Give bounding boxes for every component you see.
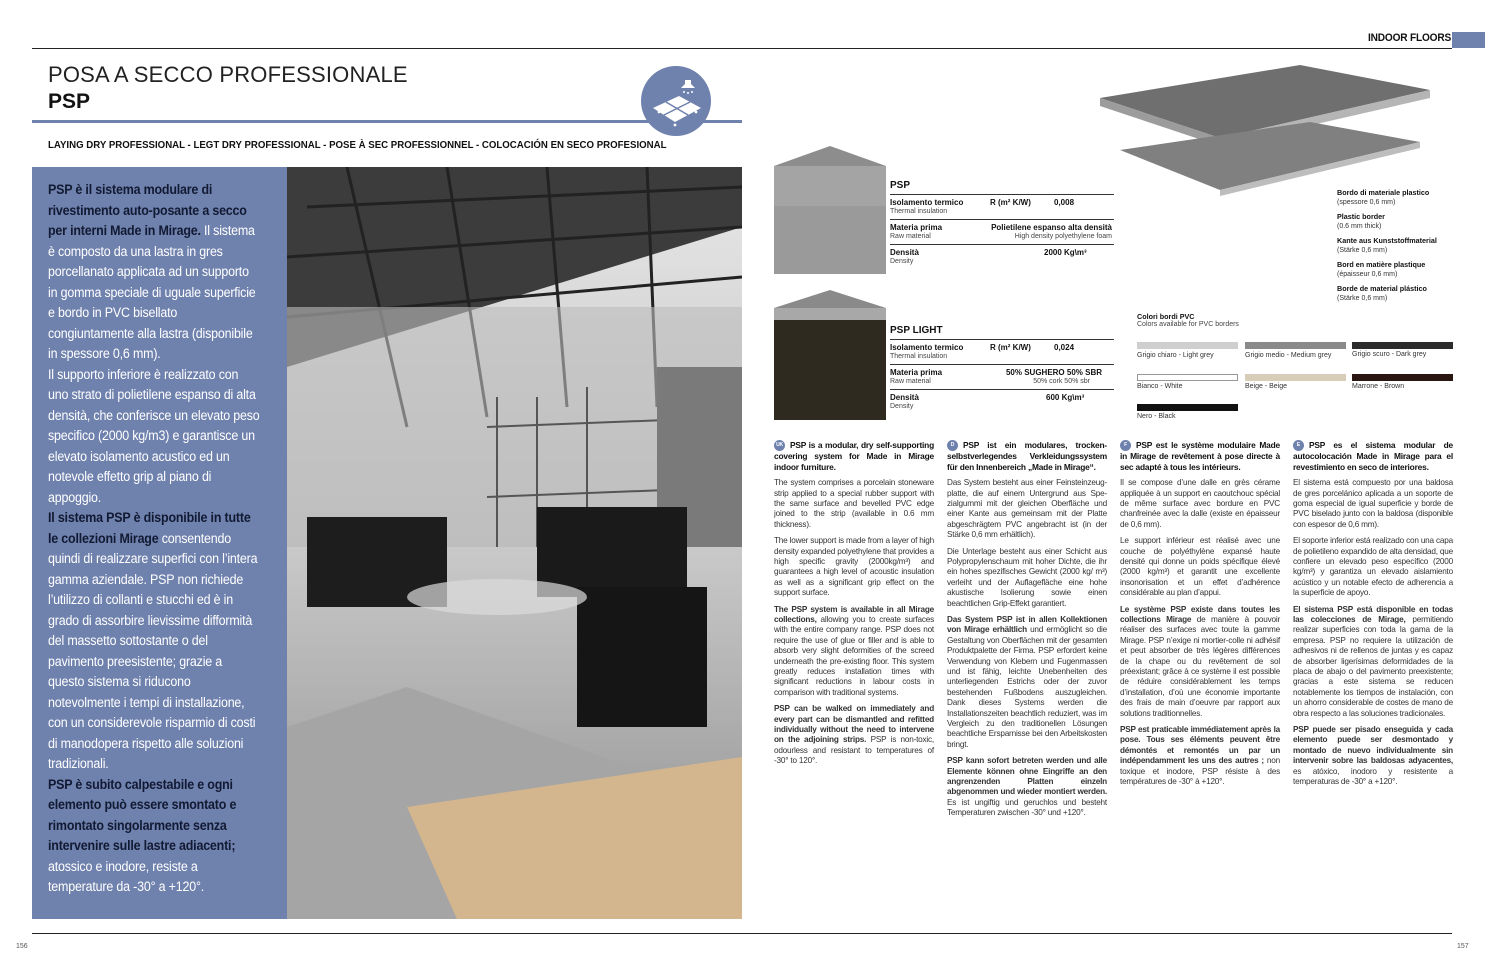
- page-number-left: 156: [16, 943, 28, 950]
- swatch-white: [1137, 374, 1238, 381]
- psp-thermal-unit: R (m² K/W): [990, 198, 1031, 207]
- psp-density-value: 2000 Kg\m³: [1044, 248, 1087, 257]
- intro-paragraph-4: atossico e inodore, resiste a temperature da -30° a +120°.: [48, 858, 205, 894]
- column-fr: F PSP est le système modulaire Made in Mirage de revêtement à pose directe à sec adapté à tous les intérieurs. Il se compose d’une dalle en grès cérame appliquée à un support en caoutchouc spécial de même surface avec bordure en PVC chanfreinée avec la dalle (existe en épaisseur de 0,6 mm). Le support inférieur est réalisé avec une couche de polyéthylène expansé haute densité qui donne un poids spécifique élevé (2000 kg/m³) et garantit une excellente insonorisation et un effet d’adhérence considérable au plan d’appui. Le système PSP existe dans toutes les collections Mirage de manière à pouvoir réaliser des surfaces avec toute la gamme Mirage. PSP n’exige ni mortier-colle ni adhésif et peut absorber de très légères différences de la chape ou du revêtement de sol préexistant; grâce à ce système il est possible de réduire considérablement les temps d’installation, d’où une économie importante des frais de main d’oeuvre par rapport aux solutions traditionnelles. PSP est praticable immédiatement après la pose. Tous ses éléments peuvent être démontés et remontés un par un indépendamment les uns des autres ; non toxique et inodore, PSP résiste à des températures de -30° à +120°.: [1120, 440, 1280, 787]
- border-label-it: Bordo di materiale plastico (spessore 0,6 mm): [1337, 188, 1430, 206]
- psp-light-density-label: Densità: [890, 393, 919, 402]
- swatch-medium-grey-label: Grigio medio - Medium grey: [1245, 352, 1332, 359]
- page-subtitle: LAYING DRY PROFESSIONAL - LEGT DRY PROFESSIONAL - POSE À SEC PROFESSIONNEL - COLOCACIÓN EN SECO PROFESIONAL: [48, 139, 667, 151]
- border-label-fr: Bord en matière plastique (épaisseur 0,6 mm): [1337, 260, 1426, 278]
- column-uk: UK PSP is a modular, dry self-supporting covering system for Made in Mirage indoor furniture. The system comprises a porcelain stoneware strip applied to a special rubber support with the same surface and bevelled PVC edge joined to the strip (available in 0.6 mm thickness). The lower support is made from a layer of high density expanded polyethylene that provides a high specific gravity (2000kg/m³) and guarantees a high level of acoustic insulation as well as a significant grip effect on the support surface. The PSP system is available in all Mirage collections, allowing you to create surfaces with the entire company range. PSP does not require the use of glue or filler and is able to absorb very slight deformities of the screed underneath the pre-existing floor. This system greatly reduces installation times with significant reductions in labour costs in comparison with traditional systems. PSP can be walked on immediately and every part can be dismantled and refitted individually without the need to intervene on the adjoining strips. PSP is non-toxic, odourless and resistant to temperatures of -30° to 120°.: [774, 440, 935, 766]
- psp-thermal-value: 0,008: [1054, 198, 1075, 207]
- psp-density-label: Densità: [890, 248, 919, 257]
- uk-flag-icon: UK: [774, 440, 785, 451]
- intro-collections-lead: Il sistema PSP è disponibile in tutte le collezioni Mirage: [48, 510, 251, 546]
- page-title-product: PSP: [48, 90, 91, 113]
- swatch-white-label: Bianco - White: [1137, 383, 1183, 390]
- page-title: POSA A SECCO PROFESSIONALE: [48, 62, 408, 87]
- swatch-dark-grey-label: Grigio scuro - Dark grey: [1352, 351, 1427, 358]
- swatch-brown: [1352, 374, 1453, 381]
- psp-name: PSP: [890, 180, 911, 191]
- psp-light-material-label: Materia prima: [890, 368, 943, 377]
- swatch-beige-label: Beige - Beige: [1245, 383, 1288, 390]
- psp-density-sub: Density: [890, 258, 914, 265]
- swatch-beige: [1245, 374, 1346, 381]
- intro-paragraph-2: Il supporto inferiore è realizzato con uno strato di polietilene espanso di alta densità, che conferisce un elevato peso specifico (2000 kg/m3) e garantisce un elevato isolamento acustico ed un notevole effetto grip al piano di appoggio.: [48, 366, 260, 505]
- psp-row-density: [890, 244, 1114, 268]
- psp-material-sub: Raw material: [890, 233, 931, 240]
- title-rule: [32, 120, 742, 123]
- psp-light-thermal-sub: Thermal insulation: [890, 353, 948, 360]
- border-label-es: Borde de material plástico (Stärke 0,6 mm): [1337, 284, 1427, 302]
- border-label-de: Kante aus Kunststoffmaterial (Stärke 0,6 mm): [1337, 236, 1437, 254]
- swatch-black: [1137, 404, 1238, 411]
- swatch-brown-label: Marrone - Brown: [1352, 383, 1405, 390]
- psp-material-value: Polietilene espanso alta densità: [991, 223, 1112, 232]
- swatch-dark-grey: [1352, 342, 1453, 349]
- psp-light-name: PSP LIGHT: [890, 325, 943, 336]
- column-de: D PSP ist ein modulares, trocken-selbstverlegendes Verkleidungssystem für den Innenbereich „Made in Mirage“. Das System besteht aus einer Feinsteinzeug-platte, die auf einem Untergrund aus Spe-zialgummi mit der gleichen Oberfläche und einer Kante aus gemeinsam mit der Platte abgeschrägtem PVC angebracht ist (in der Stärke 0,6 mm erhältlich). Die Unterlage besteht aus einer Schicht aus Polypropylenschaum mit hoher Dichte, die ihr ein hohes spezifisches Gewicht (2000 kg/ m³) verleiht und der Auflagefläche eine hohe akustische Isolierung sowie einen beachtlichen Grip-Effekt garantiert. Das System PSP ist in allen Kollektionen von Mirage erhältlich und ermöglicht so die Gestaltung von Oberflächen mit der gesamten Produktpalette der Firma. PSP erfordert keine Verwendung von Klebern und Fugenmassen und ist fähig, leichte Unebenheiten des unterliegenden Estrichs oder der zuvor bestehenden Fußbodens auszugleichen. Dank dieses Systems werden die Installationszeiten beachtlich reduziert, was im Vergleich zu den traditionellen Lösungen beachtliche Ersparnisse bei den Arbeitskosten bringt. PSP kann sofort betreten werden und alle Elemente können ohne Eingriffe an den angrenzenden Platten einzeln abgenommen und wieder montiert werden. Es ist ungiftig und geruchlos und besteht Temperaturen zwischen -30° und +120°.: [947, 440, 1108, 818]
- intro-paragraph-3: consentendo quindi di realizzare superfici con l’intera gamma aziendale. PSP non richiede l’utilizzo di collanti e stucchi ed è in grado di assorbire lievissime difformità del massetto sottostante o del pavimento preesistente; grazie a questo sistema si riducono notevolmente i tempi di installazione, con un considerevole risparmio di costi di manodopera rispetto alle soluzioni tradizionali.: [48, 530, 258, 771]
- colors-subtitle: Colors available for PVC borders: [1137, 321, 1239, 328]
- psp-light-thermal-value: 0,024: [1054, 343, 1075, 352]
- psp-light-density-sub: Density: [890, 403, 914, 410]
- psp-light-material-sub: Raw material: [890, 378, 931, 385]
- intro-paragraph-1: Il sistema è composto da una lastra in gres porcellanato applicata ad un supporto in gomma speciale di uguale superficie e bordo in PVC bisellato congiuntamente alla lastra (disponibile in spessore 0,6 mm).: [48, 223, 256, 361]
- es-flag-icon: E: [1293, 440, 1304, 451]
- psp-material-value-sub: High density polyethylene foam: [1014, 233, 1112, 240]
- fr-flag-icon: F: [1120, 440, 1131, 451]
- psp-light-row-material: [890, 364, 1114, 388]
- psp-thermal-label: Isolamento termico: [890, 198, 964, 207]
- psp-row-thermal: [890, 194, 1114, 218]
- intro-walkable-lead: PSP è subito calpestabile e ogni elemento può essere smontato e rimontato singolarmente senza intervenire sulle lastre adiacenti;: [48, 776, 237, 853]
- section-tag-bar: [1452, 32, 1485, 48]
- intro-text: [48, 180, 260, 898]
- psp-light-thermal-label: Isolamento termico: [890, 343, 964, 352]
- psp-light-row-density: [890, 389, 1114, 413]
- psp-sample-image: [774, 146, 886, 274]
- swatch-light-grey: [1137, 342, 1238, 349]
- psp-light-sample-image: [774, 290, 886, 420]
- section-tag: INDOOR FLOORS: [1368, 32, 1452, 44]
- psp-light-material-value: 50% SUGHERO 50% SBR: [1005, 368, 1102, 377]
- psp-light-density-value: 600 Kg\m³: [1046, 393, 1085, 402]
- de-flag-icon: D: [947, 440, 958, 451]
- psp-light-thermal-unit: R (m² K/W): [990, 343, 1031, 352]
- psp-light-row-thermal: [890, 339, 1114, 363]
- page-number-right: 157: [1457, 943, 1469, 950]
- column-es: E PSP es el sistema modular de autocolocación Made in Mirage para el revestimiento en seco de interiores. El sistema está compuesto por una baldosa de gres porcelánico aplicada a un soporte de goma especial de igual superficie y borde de PVC biselado junto con la baldosa (disponible con espesor de 0,6 mm). El soporte inferior está realizado con una capa de polietileno expandido de alta densidad, que confiere un elevado peso específico (2000 kg/m³) y garantiza un elevado aislamiento acústico y un notable efecto de adherencia a la superficie de apoyo. El sistema PSP está disponible en todas las colecciones de Mirage, permitiendo realizar superficies con toda la gama de la empresa. PSP no requiere la utilización de adhesivos ni de rellenos de juntas y es capaz de absorber ligerísimas deformidades de la placa de abajo o del pavimento preexistente; gracias a este sistema se reducen notablemente los tiempos de instalación, con un ahorro considerable de costes de mano de obra respecto a las soluciones tradicionales. PSP puede ser pisado enseguida y cada elemento puede ser desmontado y montado de nuevo individualmente sin intervenir sobre las baldosas adyacentes, es atóxico, inodoro y resistente a temperaturas de -30° a +120°.: [1293, 440, 1453, 787]
- top-rule: [32, 48, 1452, 49]
- swatch-medium-grey: [1245, 342, 1346, 349]
- psp-material-label: Materia prima: [890, 223, 943, 232]
- tile-layers-illustration: [1100, 60, 1445, 200]
- bottom-rule: [32, 933, 1452, 934]
- intro-lead: PSP è il sistema modulare di rivestimento auto-posante a secco per interni Made in Mirage.: [48, 182, 247, 238]
- floor-tiles-icon: [641, 66, 711, 136]
- swatch-light-grey-label: Grigio chiaro - Light grey: [1137, 352, 1214, 359]
- interior-photo: [287, 167, 742, 919]
- swatch-black-label: Nero - Black: [1137, 413, 1176, 420]
- colors-title: Colori bordi PVC: [1137, 312, 1195, 321]
- psp-thermal-sub: Thermal insulation: [890, 208, 948, 215]
- psp-row-material: [890, 219, 1114, 243]
- psp-light-material-value-sub: 50% cork 50% sbr: [1033, 378, 1090, 385]
- border-label-en: Plastic border (0.6 mm thick): [1337, 212, 1385, 230]
